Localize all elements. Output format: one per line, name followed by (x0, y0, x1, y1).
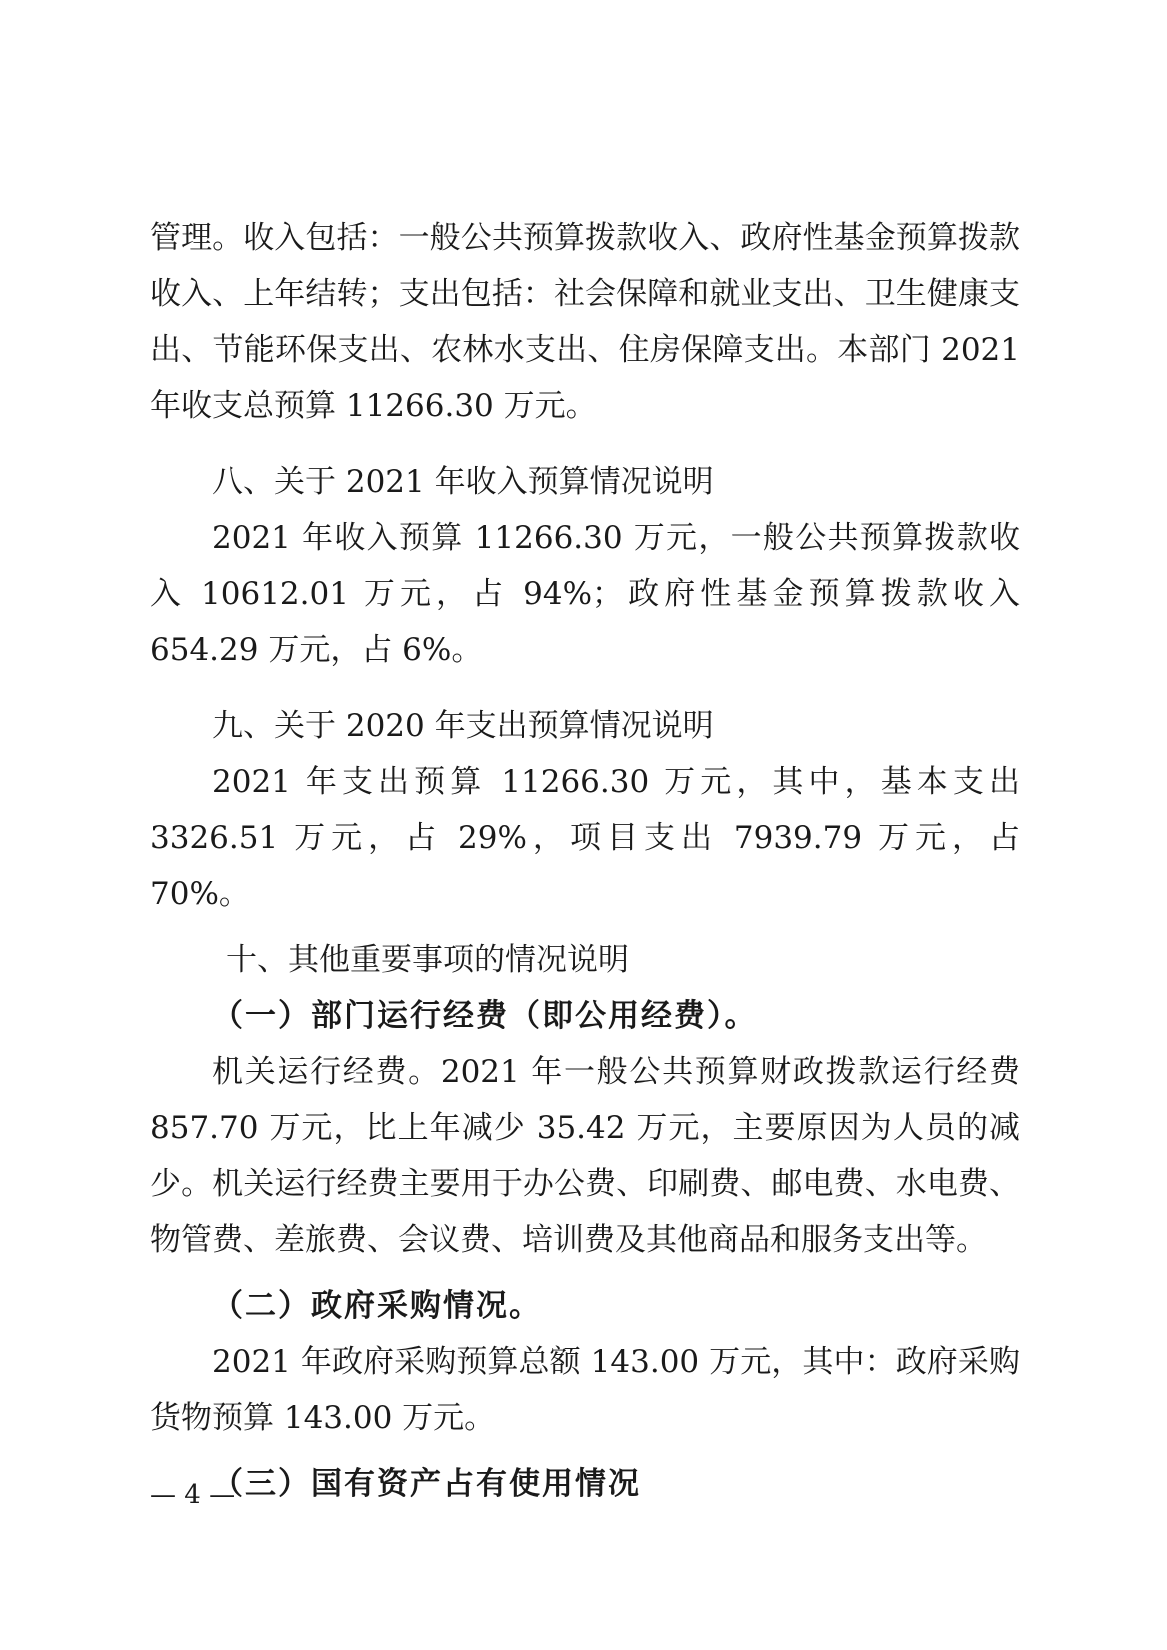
paragraph-income-expense-overview: 管理。收入包括：一般公共预算拨款收入、政府性基金预算拨款收入、上年结转；支出包括：社会保障和就业支出、卫生健康支出、节能环保支出、农林水支出、住房保障支出。本部门 2021 年收支总预算 11266.30 万元。 (150, 220, 1020, 424)
subheading-state-assets: （三）国有资产占有使用情况 (212, 1466, 641, 1502)
heading-section-9: 九、关于 2020 年支出预算情况说明 (212, 708, 714, 744)
heading-section-10: 十、其他重要事项的情况说明 (226, 942, 629, 978)
paragraph-operating-costs: 机关运行经费。2021 年一般公共预算财政拨款运行经费 857.70 万元，比上年减少 35.42 万元，主要原因为人员的减少。机关运行经费主要用于办公费、印刷费、邮电费、水电费、物管费、差旅费、会议费、培训费及其他商品和服务支出等。 (150, 1054, 1020, 1258)
heading-section-8: 八、关于 2021 年收入预算情况说明 (212, 464, 714, 500)
subheading-government-procurement: （二）政府采购情况。 (212, 1288, 542, 1324)
subheading-operating-costs: （一）部门运行经费（即公用经费）。 (212, 998, 758, 1034)
paragraph-income-budget: 2021 年收入预算 11266.30 万元，一般公共预算拨款收入 10612.01 万元，占 94%；政府性基金预算拨款收入 654.29 万元，占 6%。 (150, 520, 1020, 668)
document-body (150, 210, 1020, 1512)
page-number: — 4 — (150, 1480, 236, 1510)
paragraph-government-procurement: 2021 年政府采购预算总额 143.00 万元，其中：政府采购货物预算 143.00 万元。 (150, 1344, 1020, 1436)
paragraph-expense-budget: 2021 年支出预算 11266.30 万元，其中，基本支出 3326.51 万元，占 29%，项目支出 7939.79 万元，占 70%。 (150, 764, 1020, 912)
